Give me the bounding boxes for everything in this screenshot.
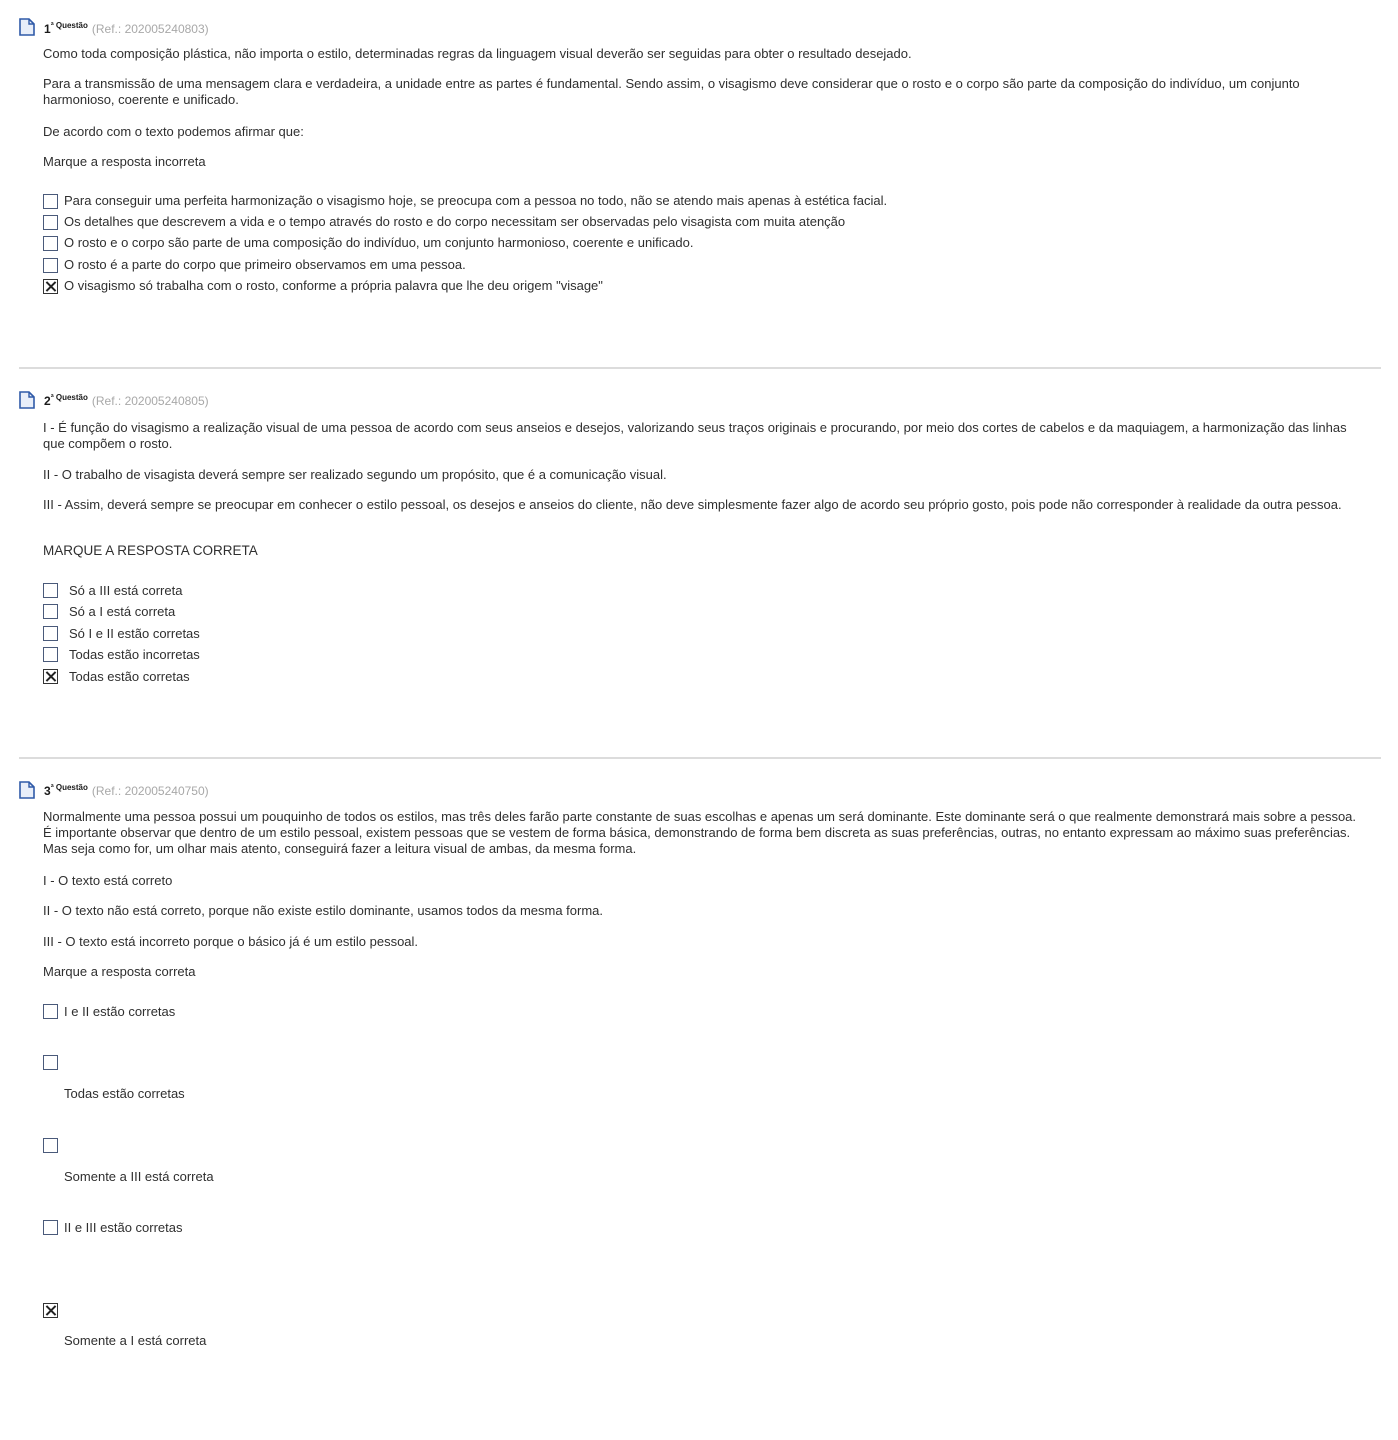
question-title: $3^{ª Questão}$ (Ref.: 202005240750)	[44, 783, 209, 798]
question-document-icon	[19, 391, 35, 409]
question-paragraph: I - O texto está correto	[43, 873, 173, 888]
answer-option-label[interactable]: Só a I está correta	[69, 604, 176, 619]
question-ref: (Ref.: 202005240750)	[91, 784, 209, 798]
question-paragraph: Como toda composição plástica, não importa o estilo, determinadas regras da linguagem visual deverão ser seguidas para obter o resultado desejado.	[43, 46, 912, 61]
answer-checkbox[interactable]	[43, 215, 58, 230]
answer-checkbox[interactable]	[43, 626, 58, 641]
answer-option-label[interactable]: Só a III está correta	[69, 583, 183, 598]
answer-option-label[interactable]: Todas estão incorretas	[69, 647, 200, 662]
question-paragraph: Para a transmissão de uma mensagem clara e verdadeira, a unidade entre as partes é fundamental. Sendo assim, o visagismo deve considerar que o rosto e o corpo são parte da composição do indivíduo, um conjunto harmonioso, coerente e unificado.	[43, 76, 1300, 107]
question-divider	[19, 757, 1381, 759]
question-title: $1^{ª Questão}$ (Ref.: 202005240803)	[44, 21, 209, 36]
question-document-icon	[19, 18, 35, 36]
answer-checkbox[interactable]	[43, 647, 58, 662]
question-paragraph: III - Assim, deverá sempre se preocupar em conhecer o estilo pessoal, os desejos e anseios do cliente, não deve simplesmente fazer algo de acordo seu próprio gosto, pois pode não corresponder à realidade da outra pessoa.	[43, 497, 1342, 512]
question-paragraph: I - É função do visagismo a realização visual de uma pessoa de acordo com seus anseios e desejos, valorizando seus traços originais e procurando, por meio dos cortes de cabelos e da maquiagem, a harmonização das linhas que compõem o rosto.	[43, 420, 1347, 451]
question-paragraph: De acordo com o texto podemos afirmar que:	[43, 124, 304, 139]
answer-option-label[interactable]: II e III estão corretas	[64, 1220, 183, 1235]
answer-checkbox[interactable]	[43, 1004, 58, 1019]
answer-option-label[interactable]: O rosto é a parte do corpo que primeiro observamos em uma pessoa.	[64, 257, 466, 272]
answer-option-label[interactable]: I e II estão corretas	[64, 1004, 176, 1019]
answer-checkbox[interactable]	[43, 1055, 58, 1070]
answer-option-label[interactable]: Somente a I está correta	[64, 1333, 207, 1348]
answer-option-label[interactable]: Só I e II estão corretas	[69, 626, 200, 641]
answer-checkbox[interactable]	[43, 1220, 58, 1235]
answer-option-label[interactable]: O rosto e o corpo são parte de uma composição do indivíduo, um conjunto harmonioso, coerente e unificado.	[64, 235, 694, 250]
question-instruction: Marque a resposta incorreta	[43, 154, 206, 169]
answer-checkbox-checked[interactable]	[43, 1303, 58, 1318]
answer-checkbox-checked[interactable]	[43, 279, 58, 294]
answer-checkbox[interactable]	[43, 258, 58, 273]
answer-option-label[interactable]: Somente a III está correta	[64, 1169, 214, 1184]
answer-checkbox[interactable]	[43, 236, 58, 251]
question-instruction: MARQUE A RESPOSTA CORRETA	[43, 543, 258, 558]
question-title: $2^{ª Questão}$ (Ref.: 202005240805)	[44, 393, 209, 408]
question-ref: (Ref.: 202005240803)	[91, 22, 209, 36]
answer-option-label[interactable]: Todas estão corretas	[64, 1086, 185, 1101]
question-paragraph: II - O trabalho de visagista deverá sempre ser realizado segundo um propósito, que é a comunicação visual.	[43, 467, 667, 482]
answer-checkbox[interactable]	[43, 1138, 58, 1153]
question-document-icon	[19, 781, 35, 799]
question-instruction: Marque a resposta correta	[43, 964, 196, 979]
answer-checkbox[interactable]	[43, 194, 58, 209]
question-paragraph: III - O texto está incorreto porque o básico já é um estilo pessoal.	[43, 934, 419, 949]
answer-checkbox[interactable]	[43, 583, 58, 598]
answer-option-label[interactable]: Todas estão corretas	[69, 669, 190, 684]
question-paragraph: Normalmente uma pessoa possui um pouquinho de todos os estilos, mas três deles farão parte constante de suas escolhas e apenas um será dominante. Este dominante será o que realmente demonstrará mais sobre a pessoa. É importante observar que dentro de um estilo pessoal, existem pessoas que se vestem de forma básica, demonstrando de forma bem discreta as suas preferências, outras, no entanto expressam ao máximo suas preferências. Mas seja como for, um olhar mais atento, conseguirá fazer a leitura visual de ambas, da mesma forma.	[43, 809, 1357, 856]
question-paragraph: II - O texto não está correto, porque não existe estilo dominante, usamos todos da mesma forma.	[43, 903, 604, 918]
answer-checkbox-checked[interactable]	[43, 669, 58, 684]
answer-checkbox[interactable]	[43, 604, 58, 619]
answer-option-label[interactable]: Para conseguir uma perfeita harmonização o visagismo hoje, se preocupa com a pessoa no todo, não se atendo mais apenas à estética facial.	[64, 193, 888, 208]
answer-option-label[interactable]: O visagismo só trabalha com o rosto, conforme a própria palavra que lhe deu origem "visage"	[64, 278, 603, 293]
answer-option-label[interactable]: Os detalhes que descrevem a vida e o tempo através do rosto e do corpo necessitam ser observadas pelo visagista com muita atenção	[64, 214, 846, 229]
question-divider	[19, 367, 1381, 369]
question-ref: (Ref.: 202005240805)	[91, 394, 209, 408]
